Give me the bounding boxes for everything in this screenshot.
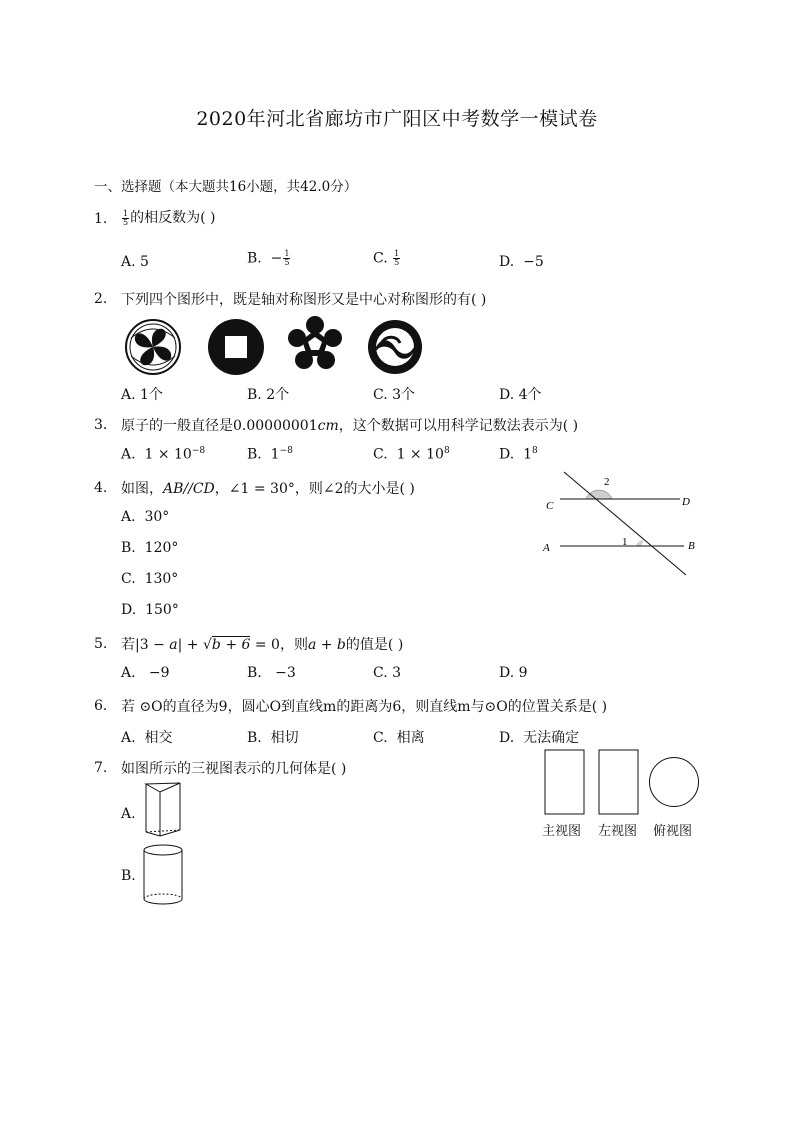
q4-number: 4. — [94, 480, 108, 496]
q5-option-c: C. 3 — [373, 665, 402, 681]
q2-figure-3-pentagon-flower-icon — [287, 316, 343, 372]
q3-number: 3. — [94, 417, 108, 433]
q6-option-b: B. 相切 — [247, 730, 299, 746]
q4-option-c: C. 130° — [121, 571, 179, 587]
q3-stem: 原子的一般直径是0.00000001cm，这个数据可以用科学记数法表示为( ) — [121, 418, 579, 434]
label-a: A — [543, 542, 550, 554]
q7-option-b-cylinder-icon — [142, 842, 186, 908]
q7-front-view-rect-icon — [544, 749, 588, 817]
q7-top-view-circle-icon — [648, 756, 702, 810]
q2-option-d: D. 4个 — [499, 387, 542, 403]
q1-option-c: C. $\frac{1}{5}$ — [373, 249, 400, 267]
label-angle-2: 2 — [604, 476, 610, 488]
q7-option-b-label: B. — [121, 868, 136, 884]
q1-fraction: $\frac{1}{5}$ — [123, 208, 129, 227]
q7-front-view-caption: 主视图 — [542, 824, 582, 839]
q3-option-a: A. $1 \times 10^{-8}$ — [121, 446, 206, 463]
section-heading: 一、选择题（本大题共16小题，共42.0分） — [94, 179, 358, 195]
q6-number: 6. — [94, 698, 108, 714]
q2-figure-4-wave-circle-icon — [367, 318, 423, 376]
q2-number: 2. — [94, 291, 108, 307]
q7-side-view-rect-icon — [598, 749, 642, 817]
q5-option-b: B. −3 — [247, 665, 296, 681]
q2-option-c: C. 3个 — [373, 387, 416, 403]
paper-title: 2020年河北省廊坊市广阳区中考数学一模试卷 — [196, 108, 598, 130]
q3-option-b: B. $1^{-8}$ — [247, 446, 293, 463]
q2-figure-1-flower-icon — [123, 318, 183, 376]
q4-option-b: B. 120° — [121, 540, 179, 556]
label-angle-1: 1 — [622, 536, 628, 548]
q5-stem: 若|3 − a| + √b + 6 = 0，则a + b的值是( ) — [121, 637, 404, 653]
q2-option-a: A. 1个 — [121, 387, 163, 403]
q1-number: 1. — [94, 211, 108, 227]
q6-stem: 若 ⊙O的直径为9，圆心O到直线m的距离为6，则直线m与⊙O的位置关系是( ) — [121, 699, 608, 715]
q5-option-d: D. 9 — [499, 665, 528, 681]
q7-option-a-label: A. — [121, 806, 136, 822]
q1-option-a: A. 5 — [121, 254, 149, 270]
q1-stem: $\frac{1}{5}$ 的相反数为( ) — [123, 208, 216, 227]
q2-option-b: B. 2个 — [247, 387, 290, 403]
q5-option-a: A. −9 — [121, 665, 170, 681]
q7-stem: 如图所示的三视图表示的几何体是( ) — [121, 761, 347, 777]
q4-stem: 如图，AB//CD，∠1 = 30°，则∠2的大小是( ) — [121, 481, 415, 497]
q6-option-c: C. 相离 — [373, 730, 425, 746]
label-c: C — [546, 500, 554, 512]
label-b: B — [688, 540, 695, 552]
q2-stem: 下列四个图形中，既是轴对称图形又是中心对称图形的有( ) — [121, 292, 487, 308]
q7-number: 7. — [94, 760, 108, 776]
q5-number: 5. — [94, 636, 108, 652]
q1-option-d: D. −5 — [499, 254, 544, 270]
q6-option-a: A. 相交 — [121, 730, 173, 746]
q3-option-d: D. $1^8$ — [499, 446, 538, 463]
q3-option-c: C. $1 \times 10^8$ — [373, 446, 450, 463]
q1-option-b: B. − $\frac{1}{5}$ — [247, 249, 290, 267]
q7-option-a-prism-icon — [140, 780, 186, 840]
q7-top-view-caption: 俯视图 — [653, 824, 693, 839]
q7-side-view-caption: 左视图 — [598, 824, 638, 839]
q4-option-d: D. 150° — [121, 602, 179, 618]
q4-parallel-lines-figure — [540, 468, 700, 580]
label-d: D — [682, 496, 690, 508]
q4-option-a: A. 30° — [121, 509, 170, 525]
q6-option-d: D. 无法确定 — [499, 730, 580, 746]
q2-figure-2-coin-icon — [207, 318, 265, 376]
